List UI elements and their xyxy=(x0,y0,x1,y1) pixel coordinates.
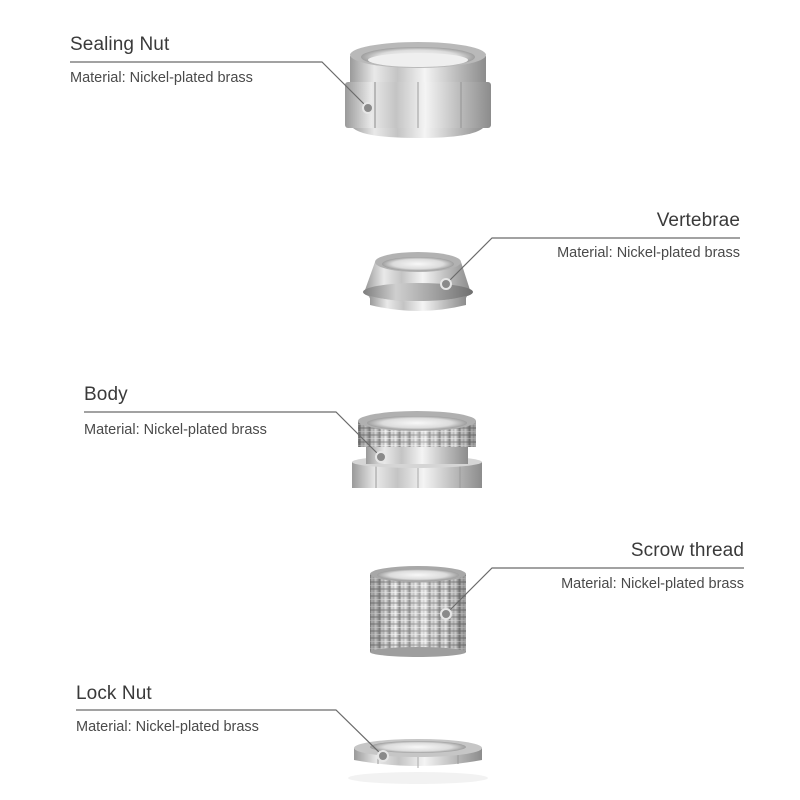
lock-nut-material: Material: Nickel-plated brass xyxy=(76,719,259,735)
sealing-nut-material: Material: Nickel-plated brass xyxy=(70,70,253,86)
vertebrae-material: Material: Nickel-plated brass xyxy=(557,245,740,261)
leader-line-lock-nut xyxy=(76,710,388,761)
screw-thread-title: Scrow thread xyxy=(630,540,744,561)
screw-thread-illustration xyxy=(370,566,466,657)
lock-nut-illustration xyxy=(348,739,488,784)
sealing-nut-illustration xyxy=(345,42,491,138)
screw-thread-material: Material: Nickel-plated brass xyxy=(561,576,744,592)
body-illustration xyxy=(352,411,482,488)
sealing-nut-title: Sealing Nut xyxy=(70,34,170,55)
body-title: Body xyxy=(84,384,128,405)
vertebrae-title: Vertebrae xyxy=(656,210,740,231)
vertebrae-illustration xyxy=(363,252,473,311)
body-material: Material: Nickel-plated brass xyxy=(84,422,267,438)
lock-nut-title: Lock Nut xyxy=(76,683,152,704)
